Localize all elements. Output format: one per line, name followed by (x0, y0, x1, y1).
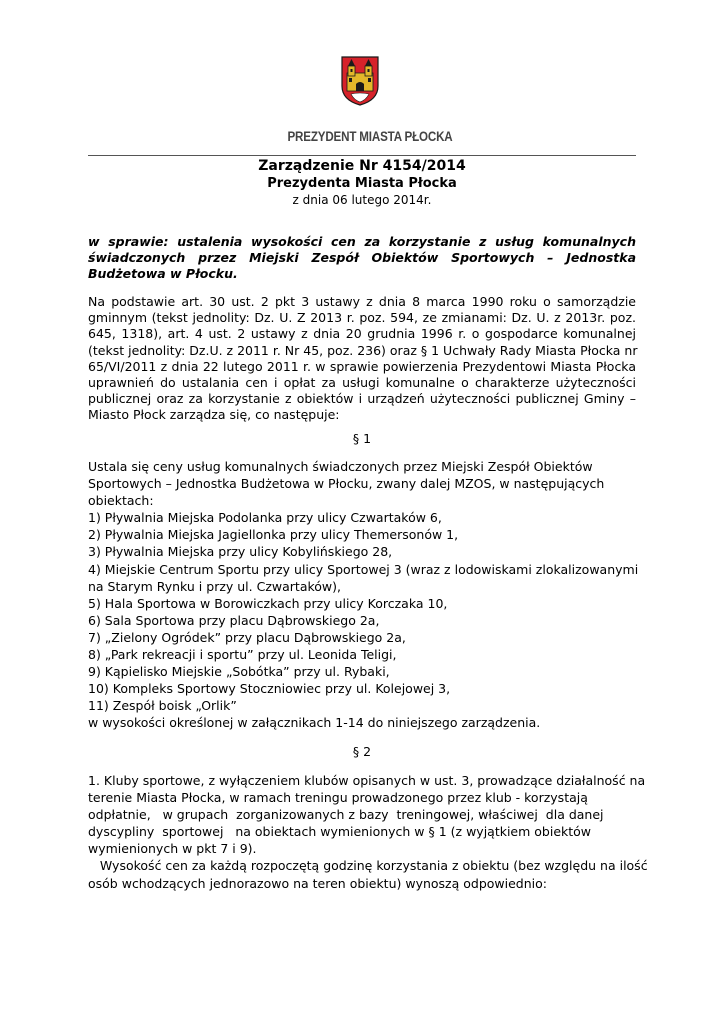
facility-list-item: 1) Pływalnia Miejska Podolanka przy ulicy Czwartaków 6, (88, 510, 442, 526)
facility-list-item: 5) Hala Sportowa w Borowiczkach przy ulicy Korczaka 10, (88, 595, 448, 611)
section-2-line: Wysokość cen za każdą rozpoczętą godzinę korzystania z obiektu (bez względu na ilość (88, 858, 648, 874)
facility-list-item: 10) Kompleks Sportowy Stoczniowiec przy ul. Kolejowej 3, (88, 681, 451, 697)
subject-line: świadczonych przez Miejski Zespół Obiektów Sportowych – Jednostka (88, 250, 636, 265)
preamble-line: publicznej oraz za korzystanie z obiektów i urządzeń użyteczności publicznej Gminy – (88, 391, 636, 407)
section-2-line: terenie Miasta Płocka, w ramach treningu prowadzonego przez klub - korzystają (88, 790, 588, 806)
facility-list-item: 8) „Park rekreacji i sportu” przy ul. Leonida Teligi, (88, 647, 397, 663)
subject-line: w sprawie: ustalenia wysokości cen za korzystanie z usług komunalnych (88, 234, 636, 249)
section-1-heading: § 1 (352, 431, 372, 446)
section-1-line: Ustala się ceny usług komunalnych świadczonych przez Miejski Zespół Obiektów (88, 459, 593, 474)
section-1-line: obiektach: (88, 493, 154, 509)
org-name: PREZYDENT MIASTA PŁOCKA (287, 129, 453, 144)
document-date: z dnia 06 lutego 2014r. (292, 193, 432, 207)
preamble-line: Miasto Płock zarządza się, co następuje: (88, 407, 340, 423)
facility-list-item: 7) „Zielony Ogródek” przy placu Dąbrowskiego 2a, (88, 629, 406, 645)
section-2-line: odpłatnie, w grupach zorganizowanych z bazy treningowej, właściwej dla danej (88, 807, 604, 823)
preamble-line: (tekst jednolity: Dz.U. z 2011 r. Nr 45, poz. 236) oraz § 1 Uchwały Rady Miasta Płocka nr (88, 342, 638, 358)
facility-list-item: 9) Kąpielisko Miejskie „Sobótka” przy ul. Rybaki, (88, 664, 390, 680)
facility-list-item: na Starym Rynku i przy ul. Czwartaków), (88, 578, 341, 594)
header-divider (88, 155, 636, 156)
section-1-body (88, 458, 648, 732)
section-1-line: w wysokości określonej w załącznikach 1-14 do niniejszego zarządzenia. (88, 715, 541, 731)
facility-list-item: 2) Pływalnia Miejska Jagiellonka przy ulicy Themersonów 1, (88, 527, 459, 543)
legal-basis-paragraph (88, 294, 636, 424)
facility-list-item: 11) Zespół boisk „Orlik” (88, 698, 237, 714)
preamble-line: gminnym (tekst jednolity: Dz. U. Z 2013 r. poz. 594, ze zmianami: Dz. U. z 2013r. poz. (88, 310, 636, 326)
section-1-line: Sportowych – Jednostka Budżetowa w Płocku, zwany dalej MZOS, w następujących (88, 476, 605, 492)
section-2-line: wymienionych w pkt 7 i 9). (88, 841, 257, 857)
preamble-line: 65/VI/2011 z dnia 22 lutego 2011 r. w sprawie powierzenia Prezydentowi Miasta Płocka (88, 358, 636, 374)
title-block (88, 157, 636, 208)
preamble-line: uprawnień do ustalania cen i opłat za usługi komunalne o charakterze użyteczności (88, 375, 636, 391)
section-2-line: dyscypliny sportowej na obiektach wymienionych w § 1 (z wyjątkiem obiektów (88, 824, 592, 840)
preamble-line: Na podstawie art. 30 ust. 2 pkt 3 ustawy z dnia 8 marca 1990 roku o samorządzie (88, 294, 636, 309)
city-crest-logo (341, 56, 379, 106)
preamble-line: 645, 1318), art. 4 ust. 2 ustawy z dnia 20 grudnia 1996 r. o gospodarce komunalnej (88, 326, 636, 342)
section-2-line: osób wchodzących jednorazowo na teren obiektu) wynoszą odpowiednio: (88, 875, 547, 891)
facility-list-item: 3) Pływalnia Miejska przy ulicy Kobylińskiego 28, (88, 544, 393, 560)
subject-line: Budżetowa w Płocku. (88, 266, 238, 281)
facility-list-item: 4) Miejskie Centrum Sportu przy ulicy Sportowej 3 (wraz z lodowiskami zlokalizowanymi (88, 561, 639, 577)
section-2-body (88, 772, 648, 892)
document-issuer: Prezydenta Miasta Płocka (267, 176, 457, 191)
facility-list-item: 6) Sala Sportowa przy placu Dąbrowskiego 2a, (88, 612, 380, 628)
subject-paragraph (88, 234, 636, 282)
document-title: Zarządzenie Nr 4154/2014 (258, 158, 466, 174)
section-2-heading: § 2 (352, 744, 372, 759)
section-2-line: 1. Kluby sportowe, z wyłączeniem klubów opisanych w ust. 3, prowadzące działalność na (88, 773, 646, 788)
